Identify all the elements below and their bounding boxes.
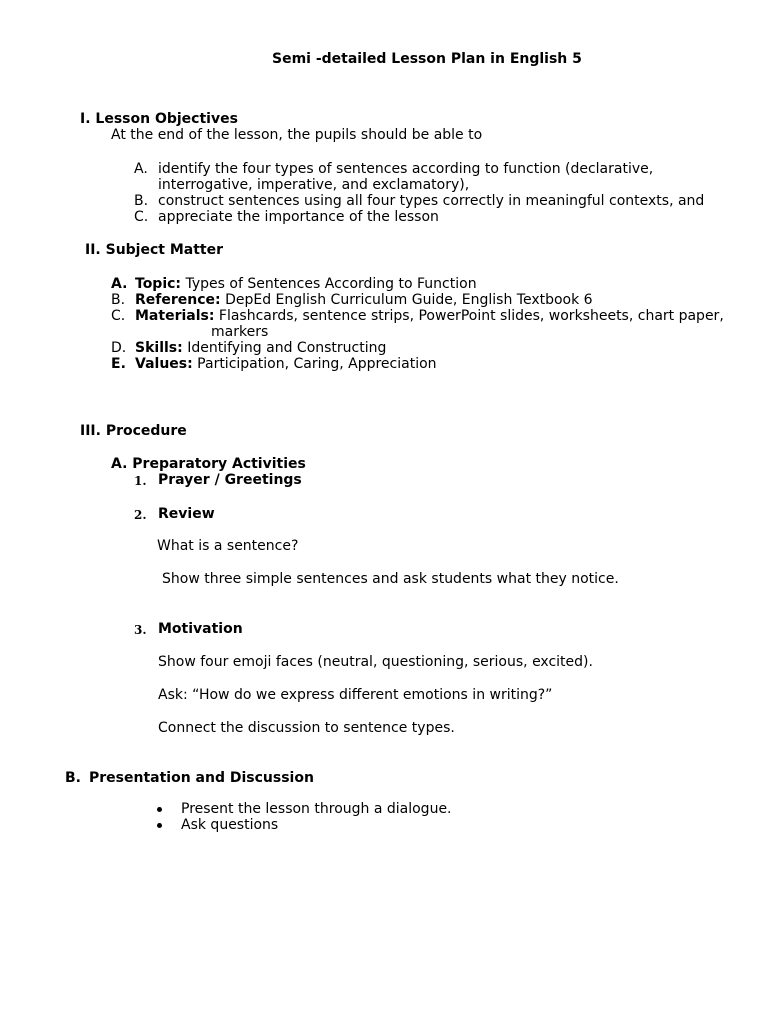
subject-matter-label: Topic:	[135, 276, 182, 292]
subject-matter-heading: II. Subject Matter	[85, 242, 224, 258]
subject-matter-value: Types of Sentences According to Function	[185, 276, 477, 292]
presentation-marker: B.	[65, 770, 81, 786]
objective-text: appreciate the importance of the lesson	[158, 209, 439, 225]
subject-matter-item-topic	[135, 276, 477, 292]
presentation-bullet-item: Ask questions	[181, 817, 279, 833]
subject-matter-label: Skills:	[135, 340, 183, 356]
subject-matter-marker: E.	[111, 356, 126, 372]
objective-marker: A.	[134, 161, 148, 177]
bullet-icon	[157, 823, 162, 828]
step-number: 3.	[134, 623, 147, 637]
step-number: 1.	[134, 474, 147, 488]
document-title: Semi -detailed Lesson Plan in English 5	[272, 51, 582, 67]
subject-matter-item-reference	[135, 292, 593, 308]
presentation-heading: Presentation and Discussion	[89, 770, 314, 786]
step-title-motivation: Motivation	[158, 621, 243, 637]
subject-matter-label: Materials:	[135, 308, 215, 324]
preparatory-activities-heading: A. Preparatory Activities	[111, 456, 306, 472]
step-title-review: Review	[158, 506, 215, 522]
objectives-heading: I. Lesson Objectives	[80, 111, 238, 127]
objective-text: identify the four types of sentences according to function (declarative,	[158, 161, 654, 177]
presentation-bullet-item: Present the lesson through a dialogue.	[181, 801, 452, 817]
review-question: What is a sentence?	[157, 538, 299, 554]
step-title-prayer: Prayer / Greetings	[158, 472, 302, 488]
subject-matter-value: Identifying and Constructing	[187, 340, 387, 356]
subject-matter-label: Values:	[135, 356, 193, 372]
subject-matter-marker: A.	[111, 276, 128, 292]
subject-matter-marker: B.	[111, 292, 126, 308]
objective-text: interrogative, imperative, and exclamatory),	[158, 177, 470, 193]
review-instruction: Show three simple sentences and ask students what they notice.	[162, 571, 619, 587]
subject-matter-item-materials	[135, 308, 724, 324]
subject-matter-value: DepEd English Curriculum Guide, English Textbook 6	[225, 292, 593, 308]
subject-matter-label: Reference:	[135, 292, 221, 308]
motivation-line: Show four emoji faces (neutral, questioning, serious, excited).	[158, 654, 593, 670]
subject-matter-marker: C.	[111, 308, 126, 324]
objective-marker: C.	[134, 209, 149, 225]
subject-matter-item-skills	[135, 340, 386, 356]
motivation-line: Ask: “How do we express different emotions in writing?”	[158, 687, 553, 703]
subject-matter-marker: D.	[111, 340, 127, 356]
subject-matter-value: Participation, Caring, Appreciation	[197, 356, 437, 372]
objectives-intro: At the end of the lesson, the pupils should be able to	[111, 127, 483, 143]
procedure-heading: III. Procedure	[80, 423, 187, 439]
bullet-icon	[157, 807, 162, 812]
subject-matter-continuation: markers	[211, 324, 269, 340]
objective-text: construct sentences using all four types correctly in meaningful contexts, and	[158, 193, 705, 209]
motivation-line: Connect the discussion to sentence types.	[158, 720, 455, 736]
subject-matter-item-values	[135, 356, 437, 372]
objective-marker: B.	[134, 193, 149, 209]
step-number: 2.	[134, 508, 147, 522]
subject-matter-value: Flashcards, sentence strips, PowerPoint slides, worksheets, chart paper,	[218, 308, 724, 324]
